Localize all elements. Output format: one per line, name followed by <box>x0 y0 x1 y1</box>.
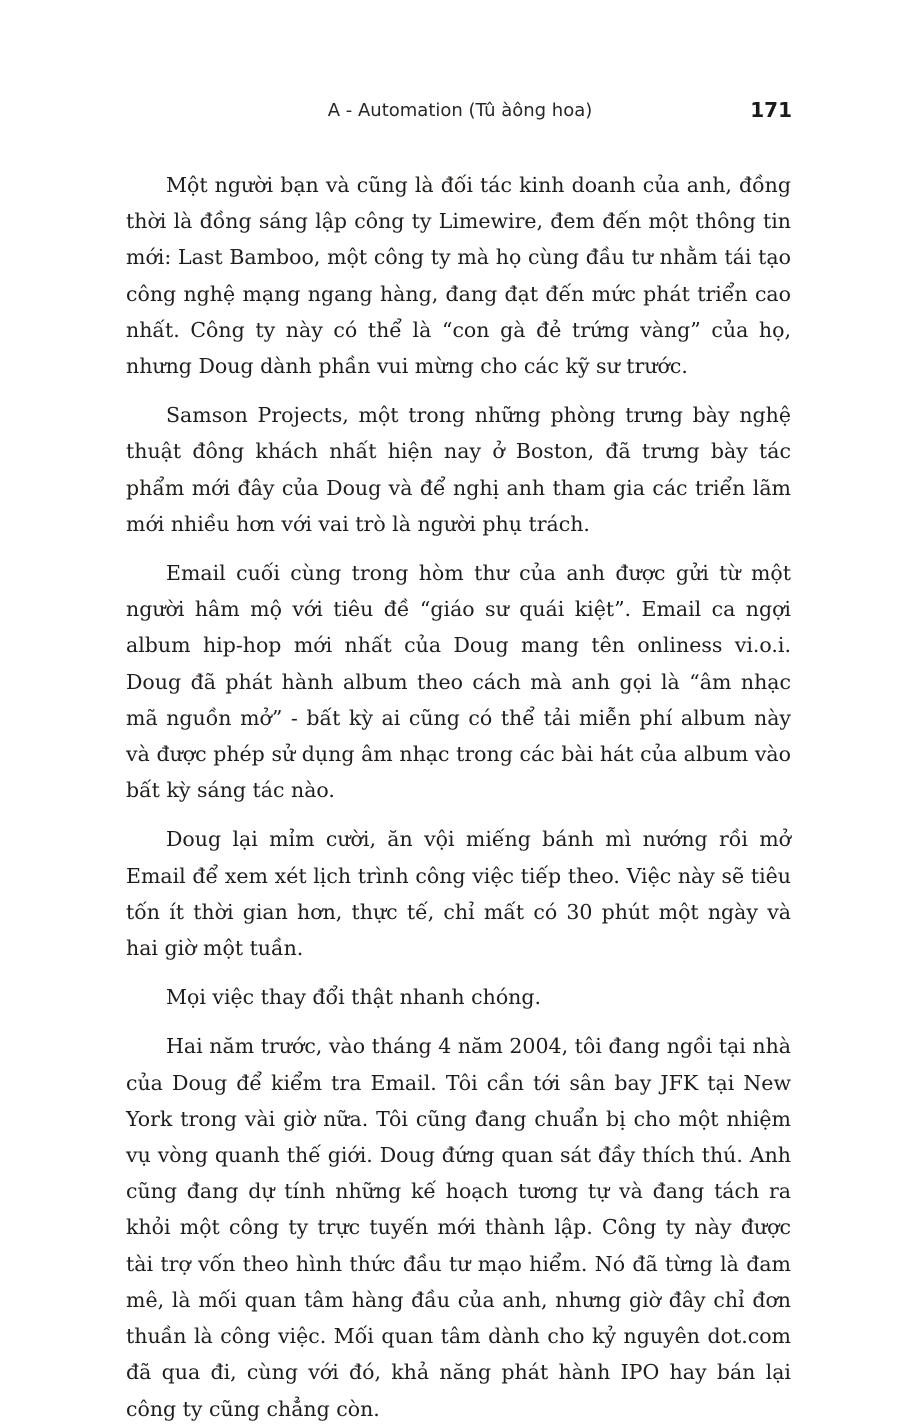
page-number: 171 <box>750 98 792 122</box>
paragraph: Doug lại mỉm cười, ăn vội miếng bánh mì nướng rồi mở Email để xem xét lịch trình công việc tiếp theo. Việc này sẽ tiêu tốn ít thời gian hơn, thực tế, chỉ mất có 30 phút một ngày và hai giờ một tuần. <box>126 827 791 961</box>
paragraph: Samson Projects, một trong những phòng trưng bày nghệ thuật đông khách nhất hiện nay ở Boston, đã trưng bày tác phẩm mới đây của Doug và để nghị anh tham gia các triển lãm mới nhiều hơn với vai trò là người phụ trách. <box>126 403 791 536</box>
paragraph: Email cuối cùng trong hòm thư của anh được gửi từ một người hâm mộ với tiêu đề “giáo sư quái kiệt”. Email ca ngợi album hip-hop mới nhất của Doug mang tên onliness vi.o.i. Doug đã phát hành album theo cách mà anh gọi là “âm nhạc mã nguồn mở” - bất kỳ ai cũng có thể tải miễn phí album này và được phép sử dụng âm nhạc trong các bài hát của album vào bất kỳ sáng tác nào. <box>126 561 791 803</box>
paragraph: Hai năm trước, vào tháng 4 năm 2004, tôi đang ngồi tại nhà của Doug để kiểm tra Email. Tôi cần tới sân bay JFK tại New York trong vài giờ nữa. Tôi cũng đang chuẩn bị cho một nhiệm vụ vòng quanh thế giới. Doug đứng quan sát đầy thích thú. Anh cũng đang dự tính những kế hoạch tương tự và đang tách ra khỏi một công ty trực tuyến mới thành lập. Công ty này được tài trợ vốn theo hình thức đầu tư mạo hiểm. Nó đã từng là đam mê, là mối quan tâm hàng đầu của anh, nhưng giờ đây chỉ đơn thuần là công việc. Mối quan tâm dành cho kỷ nguyên dot.com đã qua đi, cùng với đó, khả năng phát hành IPO hay bán lại công ty cũng chẳng còn. <box>126 1034 791 1421</box>
running-header <box>120 96 800 130</box>
paragraph: Một người bạn và cũng là đối tác kinh doanh của anh, đồng thời là đồng sáng lập công ty Limewire, đem đến một thông tin mới: Last Bamboo, một công ty mà họ cùng đầu tư nhằm tái tạo công nghệ mạng ngang hàng, đang đạt đến mức phát triển cao nhất. Công ty này có thể là “con gà đẻ trứng vàng” của họ, nhưng Doug dành phần vui mừng cho các kỹ sư trước. <box>126 173 791 379</box>
paragraph: Mọi việc thay đổi thật nhanh chóng. <box>166 985 542 1010</box>
chapter-title: A - Automation (Tû àông hoa) <box>327 100 593 121</box>
body-text <box>126 167 791 1427</box>
